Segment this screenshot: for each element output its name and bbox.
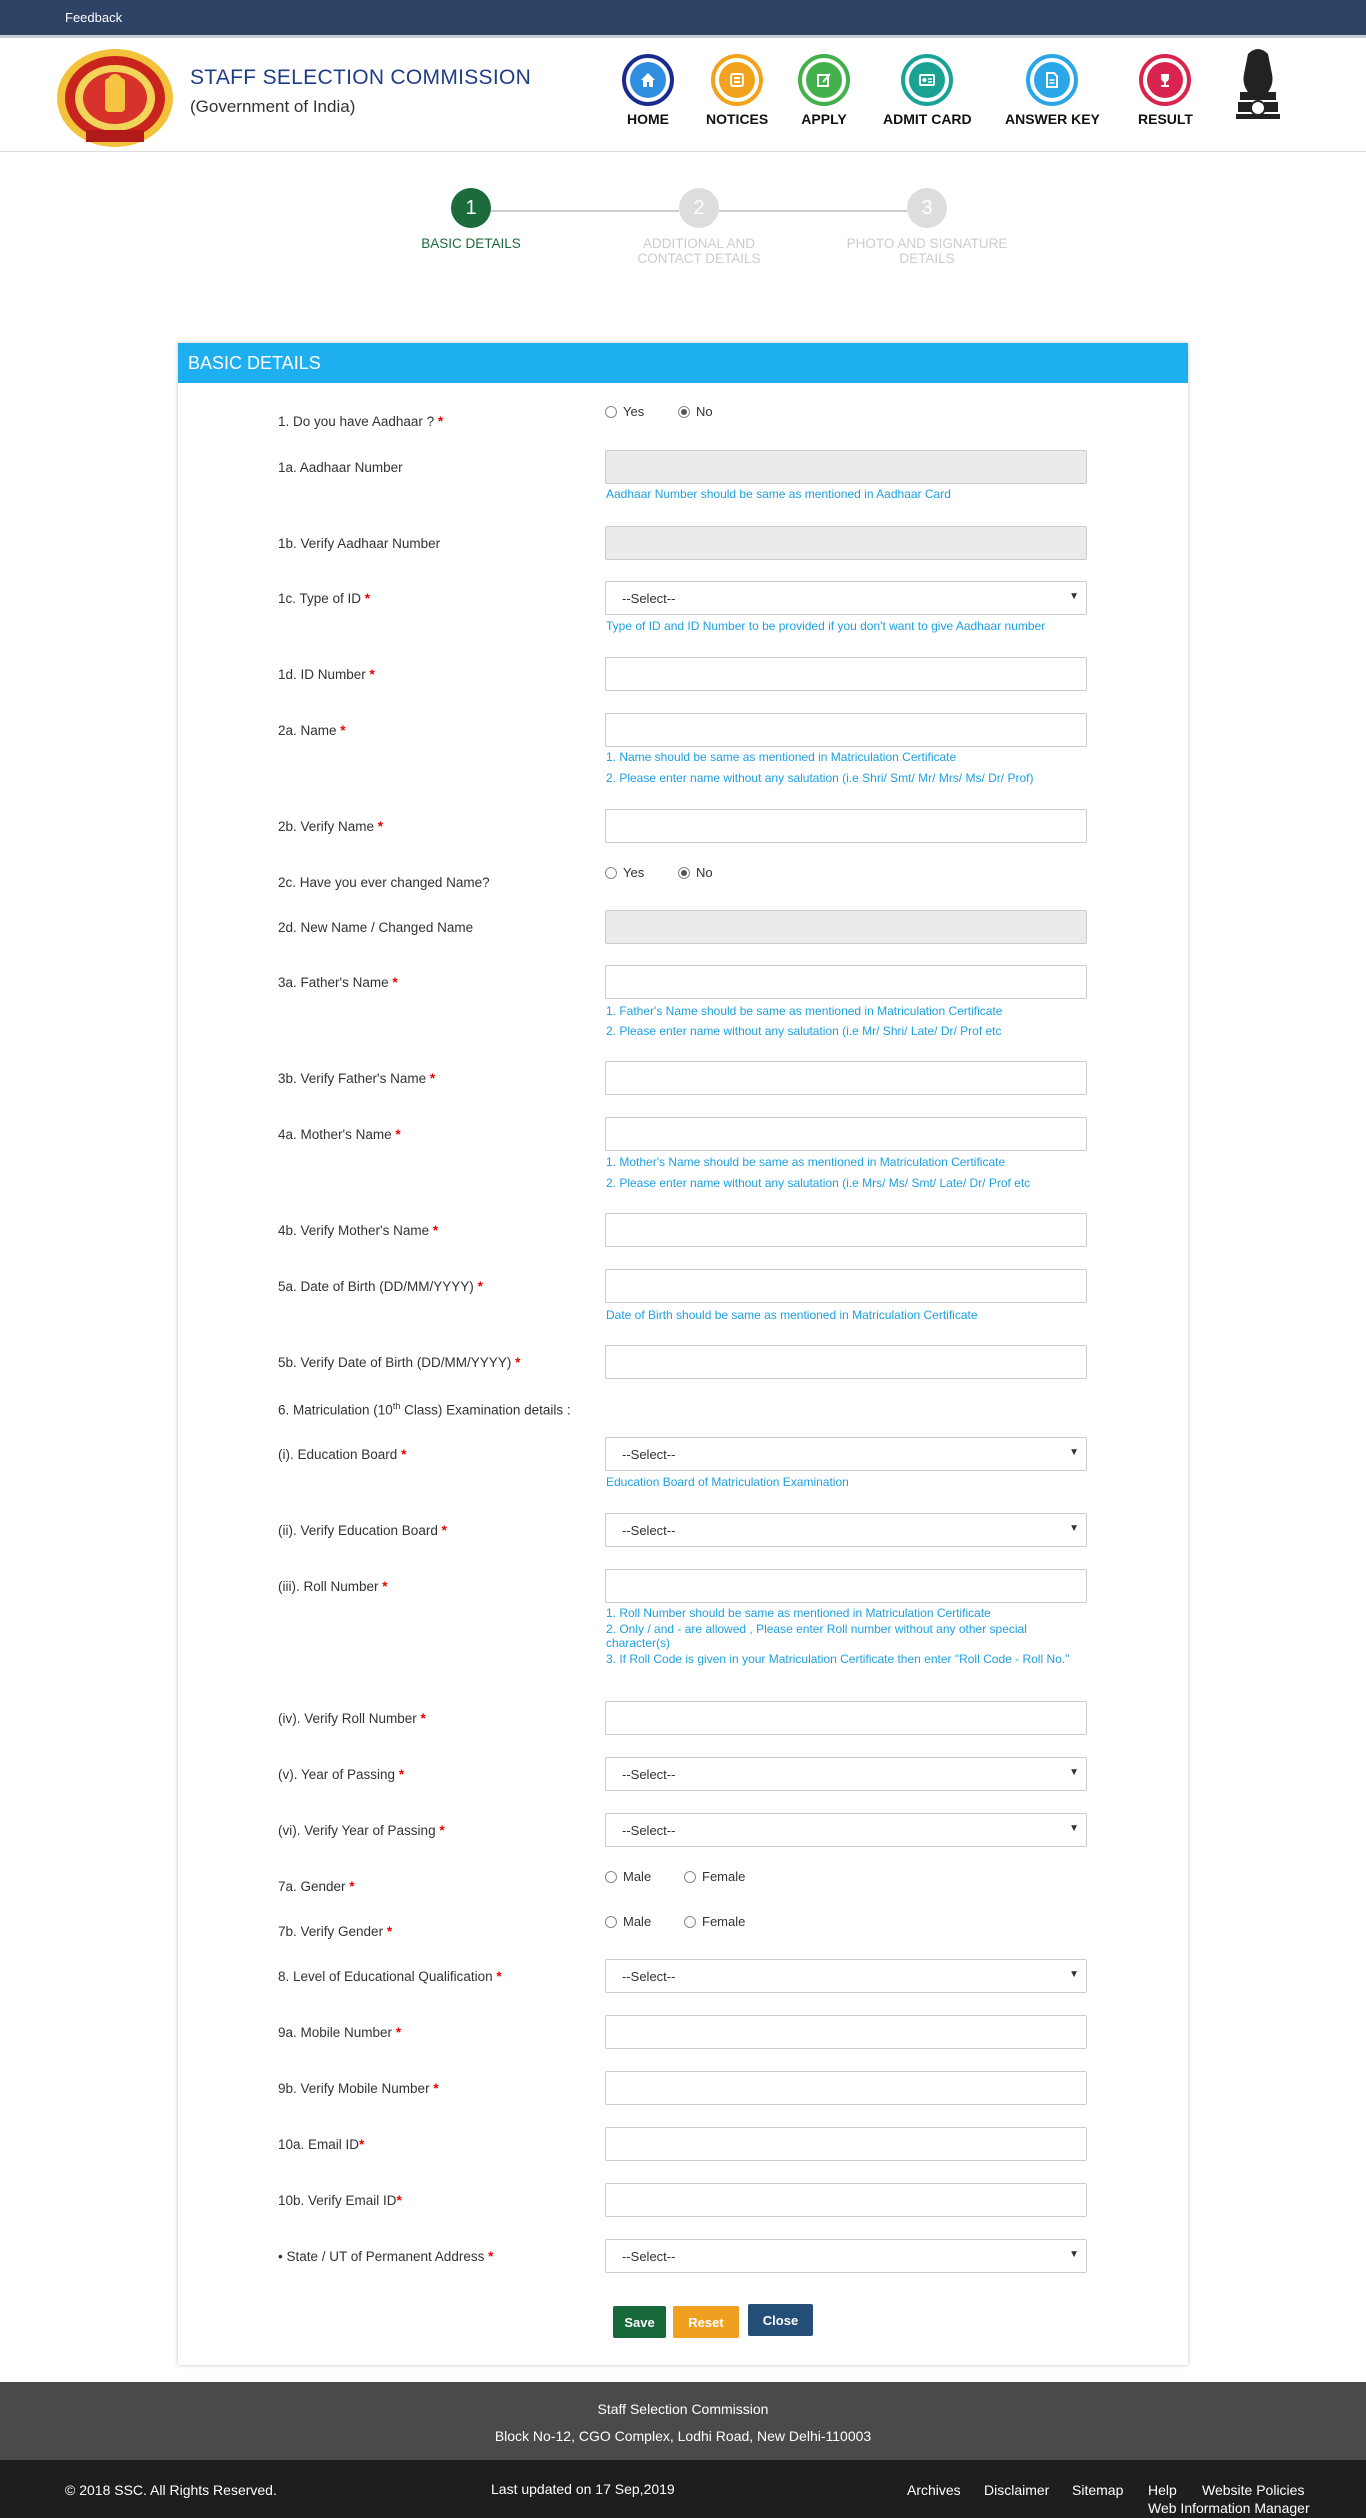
radio-circle [684, 1871, 696, 1883]
radio-circle [605, 867, 617, 879]
label-verify-email: 10b. Verify Email ID* [278, 2193, 402, 2208]
label-mother-name: 4a. Mother's Name * [278, 1127, 401, 1142]
changed-name-yes-radio[interactable]: Yes [605, 865, 644, 880]
help-dob: Date of Birth should be same as mentioned in Matriculation Certificate [606, 1308, 978, 1322]
label-name: 2a. Name * [278, 723, 346, 738]
panel-heading: BASIC DETAILS [178, 343, 1188, 383]
help-father-2: 2. Please enter name without any salutation (i.e Mr/ Shri/ Late/ Dr/ Prof etc [606, 1024, 1002, 1038]
label-verify-roll-number: (iv). Verify Roll Number * [278, 1711, 426, 1726]
nav-answer-key[interactable] [1005, 54, 1100, 127]
admit-card-icon [918, 71, 936, 89]
label-dob: 5a. Date of Birth (DD/MM/YYYY) * [278, 1279, 483, 1294]
step-2 [609, 188, 789, 266]
notices-icon [728, 71, 746, 89]
last-updated: Last updated on 17 Sep,2019 [491, 2481, 675, 2497]
help-roll-1: 1. Roll Number should be same as mentioned in Matriculation Certificate [606, 1606, 991, 1620]
nav-result-label: RESULT [1138, 111, 1193, 127]
aadhaar-yes-radio[interactable]: Yes [605, 404, 644, 419]
step-2-label: ADDITIONAL AND CONTACT DETAILS [637, 236, 761, 266]
radio-circle [605, 406, 617, 418]
verify-roll-number-input[interactable] [605, 1701, 1087, 1735]
help-name-1: 1. Name should be same as mentioned in Matriculation Certificate [606, 750, 957, 764]
help-mother-1: 1. Mother's Name should be same as mentioned in Matriculation Certificate [606, 1155, 1006, 1169]
footer-link-website-policies[interactable]: Website Policies [1202, 2482, 1305, 2498]
caret-down-icon: ▼ [1069, 1523, 1079, 1534]
type-of-id-select[interactable]: --Select-- ▼ [605, 581, 1087, 615]
label-id-number: 1d. ID Number * [278, 667, 375, 682]
top-bar [0, 0, 1366, 38]
label-verify-mother-name: 4b. Verify Mother's Name * [278, 1223, 439, 1238]
nav-home[interactable] [622, 54, 674, 127]
footer-bottom [0, 2460, 1366, 2518]
radio-circle-checked [678, 867, 690, 879]
caret-down-icon: ▼ [1069, 2249, 1079, 2260]
education-board-select[interactable]: --Select-- ▼ [605, 1437, 1087, 1471]
dob-input[interactable] [605, 1269, 1087, 1303]
help-aadhaar: Aadhaar Number should be same as mentioned in Aadhaar Card [606, 487, 951, 501]
radio-circle [684, 1916, 696, 1928]
verify-aadhaar-input[interactable] [605, 526, 1087, 560]
label-verify-gender: 7b. Verify Gender * [278, 1924, 393, 1939]
state-select[interactable]: --Select-- ▼ [605, 2239, 1087, 2273]
label-education-level: 8. Level of Educational Qualification * [278, 1969, 502, 1984]
nav-apply[interactable] [798, 54, 850, 127]
nav-admit-card[interactable] [883, 54, 972, 127]
changed-name-no-radio[interactable]: No [678, 865, 713, 880]
label-email: 10a. Email ID* [278, 2137, 365, 2152]
verify-year-of-passing-select[interactable]: --Select-- ▼ [605, 1813, 1087, 1847]
footer-address-text: Block No-12, CGO Complex, Lodhi Road, New Delhi-110003 [494, 2428, 872, 2444]
copyright: © 2018 SSC. All Rights Reserved. [65, 2482, 277, 2498]
gender-male-radio[interactable]: Male [605, 1869, 651, 1884]
help-mother-2: 2. Please enter name without any salutation (i.e Mrs/ Ms/ Smt/ Late/ Dr/ Prof etc [606, 1176, 1031, 1190]
step-1-label: BASIC DETAILS [421, 236, 521, 251]
caret-down-icon: ▼ [1069, 1823, 1079, 1834]
label-matriculation-heading: 6. Matriculation (10th Class) Examination details : [278, 1401, 571, 1418]
education-level-select[interactable]: --Select-- ▼ [605, 1959, 1087, 1993]
footer-org: Staff Selection Commission [597, 2401, 769, 2417]
nav-home-label: HOME [627, 111, 669, 127]
footer-address [0, 2382, 1366, 2460]
help-roll-2: 2. Only / and - are allowed , Please enter Roll number without any other special character(s) [606, 1622, 1027, 1650]
year-of-passing-select[interactable]: --Select-- ▼ [605, 1757, 1087, 1791]
ssc-logo[interactable] [56, 48, 174, 148]
footer-link-web-information-manager[interactable]: Web Information Manager [1148, 2500, 1310, 2516]
name-input[interactable] [605, 713, 1087, 747]
footer-link-sitemap[interactable]: Sitemap [1072, 2482, 1124, 2498]
step-1-number: 1 [451, 188, 491, 228]
new-name-input[interactable] [605, 910, 1087, 944]
label-roll-number: (iii). Roll Number * [278, 1579, 388, 1594]
verify-mother-name-input[interactable] [605, 1213, 1087, 1247]
label-verify-year-of-passing: (vi). Verify Year of Passing * [278, 1823, 445, 1838]
answer-key-icon [1043, 71, 1061, 89]
verify-gender-female-radio[interactable]: Female [684, 1914, 745, 1929]
verify-mobile-number-input[interactable] [605, 2071, 1087, 2105]
email-input[interactable] [605, 2127, 1087, 2161]
save-button[interactable]: Save [613, 2306, 666, 2338]
father-name-input[interactable] [605, 965, 1087, 999]
verify-name-input[interactable] [605, 809, 1087, 843]
help-type-of-id: Type of ID and ID Number to be provided if you don't want to give Aadhaar number [606, 619, 1046, 633]
home-icon [639, 71, 657, 89]
caret-down-icon: ▼ [1069, 1447, 1079, 1458]
radio-circle-checked [678, 406, 690, 418]
footer-link-help[interactable]: Help [1148, 2482, 1177, 2498]
footer-link-archives[interactable]: Archives [907, 2482, 961, 2498]
close-button[interactable]: Close [748, 2304, 813, 2336]
label-changed-name: 2c. Have you ever changed Name? [278, 875, 490, 890]
trophy-icon [1156, 71, 1174, 89]
help-education-board: Education Board of Matriculation Examination [606, 1475, 849, 1489]
mobile-number-input[interactable] [605, 2015, 1087, 2049]
label-verify-dob: 5b. Verify Date of Birth (DD/MM/YYYY) * [278, 1355, 521, 1370]
verify-gender-male-radio[interactable]: Male [605, 1914, 651, 1929]
nav-result[interactable] [1138, 54, 1193, 127]
label-gender: 7a. Gender * [278, 1879, 355, 1894]
label-mobile-number: 9a. Mobile Number * [278, 2025, 402, 2040]
step-3-label: PHOTO AND SIGNATURE DETAILS [846, 236, 1008, 266]
label-education-board: (i). Education Board * [278, 1447, 407, 1462]
step-3 [837, 188, 1017, 266]
nav-answer-key-label: ANSWER KEY [1005, 111, 1100, 127]
radio-circle [605, 1916, 617, 1928]
verify-dob-input[interactable] [605, 1345, 1087, 1379]
label-verify-aadhaar: 1b. Verify Aadhaar Number [278, 536, 441, 551]
label-aadhaar-number: 1a. Aadhaar Number [278, 460, 403, 475]
label-verify-education-board: (ii). Verify Education Board * [278, 1523, 447, 1538]
gender-female-radio[interactable]: Female [684, 1869, 745, 1884]
org-title: STAFF SELECTION COMMISSION [190, 66, 532, 89]
help-name-2: 2. Please enter name without any salutation (i.e Shri/ Smt/ Mr/ Mrs/ Ms/ Dr/ Prof) [606, 771, 1034, 785]
help-father-1: 1. Father's Name should be same as mentioned in Matriculation Certificate [606, 1004, 1003, 1018]
reset-button[interactable]: Reset [673, 2306, 739, 2338]
nav-notices[interactable] [706, 54, 768, 127]
label-father-name: 3a. Father's Name * [278, 975, 398, 990]
apply-icon [815, 71, 833, 89]
label-verify-name: 2b. Verify Name * [278, 819, 384, 834]
roll-number-input[interactable] [605, 1569, 1087, 1603]
help-roll-3: 3. If Roll Code is given in your Matriculation Certificate then enter "Roll Code - Roll No." [606, 1652, 1070, 1666]
feedback-link[interactable]: Feedback [65, 10, 123, 25]
step-1 [381, 188, 561, 251]
nav-apply-label: APPLY [801, 111, 847, 127]
verify-education-board-select[interactable]: --Select-- ▼ [605, 1513, 1087, 1547]
label-verify-mobile-number: 9b. Verify Mobile Number * [278, 2081, 439, 2096]
label-have-aadhaar: 1. Do you have Aadhaar ? * [278, 414, 444, 429]
label-new-name: 2d. New Name / Changed Name [278, 920, 474, 935]
caret-down-icon: ▼ [1069, 1969, 1079, 1980]
org-subtitle: (Government of India) [190, 97, 356, 116]
verify-father-name-input[interactable] [605, 1061, 1087, 1095]
org-name [190, 66, 531, 117]
verify-email-input[interactable] [605, 2183, 1087, 2217]
aadhaar-number-input[interactable] [605, 450, 1087, 484]
id-number-input[interactable] [605, 657, 1087, 691]
label-state: • State / UT of Permanent Address * [278, 2249, 494, 2264]
label-type-of-id: 1c. Type of ID * [278, 591, 371, 606]
step-2-number: 2 [679, 188, 719, 228]
national-emblem [1228, 44, 1288, 138]
radio-circle [605, 1871, 617, 1883]
label-verify-father-name: 3b. Verify Father's Name * [278, 1071, 436, 1086]
nav-notices-label: NOTICES [706, 111, 769, 127]
step-3-number: 3 [907, 188, 947, 228]
caret-down-icon: ▼ [1069, 591, 1079, 602]
nav-admit-card-label: ADMIT CARD [883, 111, 972, 127]
mother-name-input[interactable] [605, 1117, 1087, 1151]
caret-down-icon: ▼ [1069, 1767, 1079, 1778]
aadhaar-no-radio[interactable]: No [678, 404, 713, 419]
footer-link-disclaimer[interactable]: Disclaimer [984, 2482, 1050, 2498]
label-year-of-passing: (v). Year of Passing * [278, 1767, 405, 1782]
